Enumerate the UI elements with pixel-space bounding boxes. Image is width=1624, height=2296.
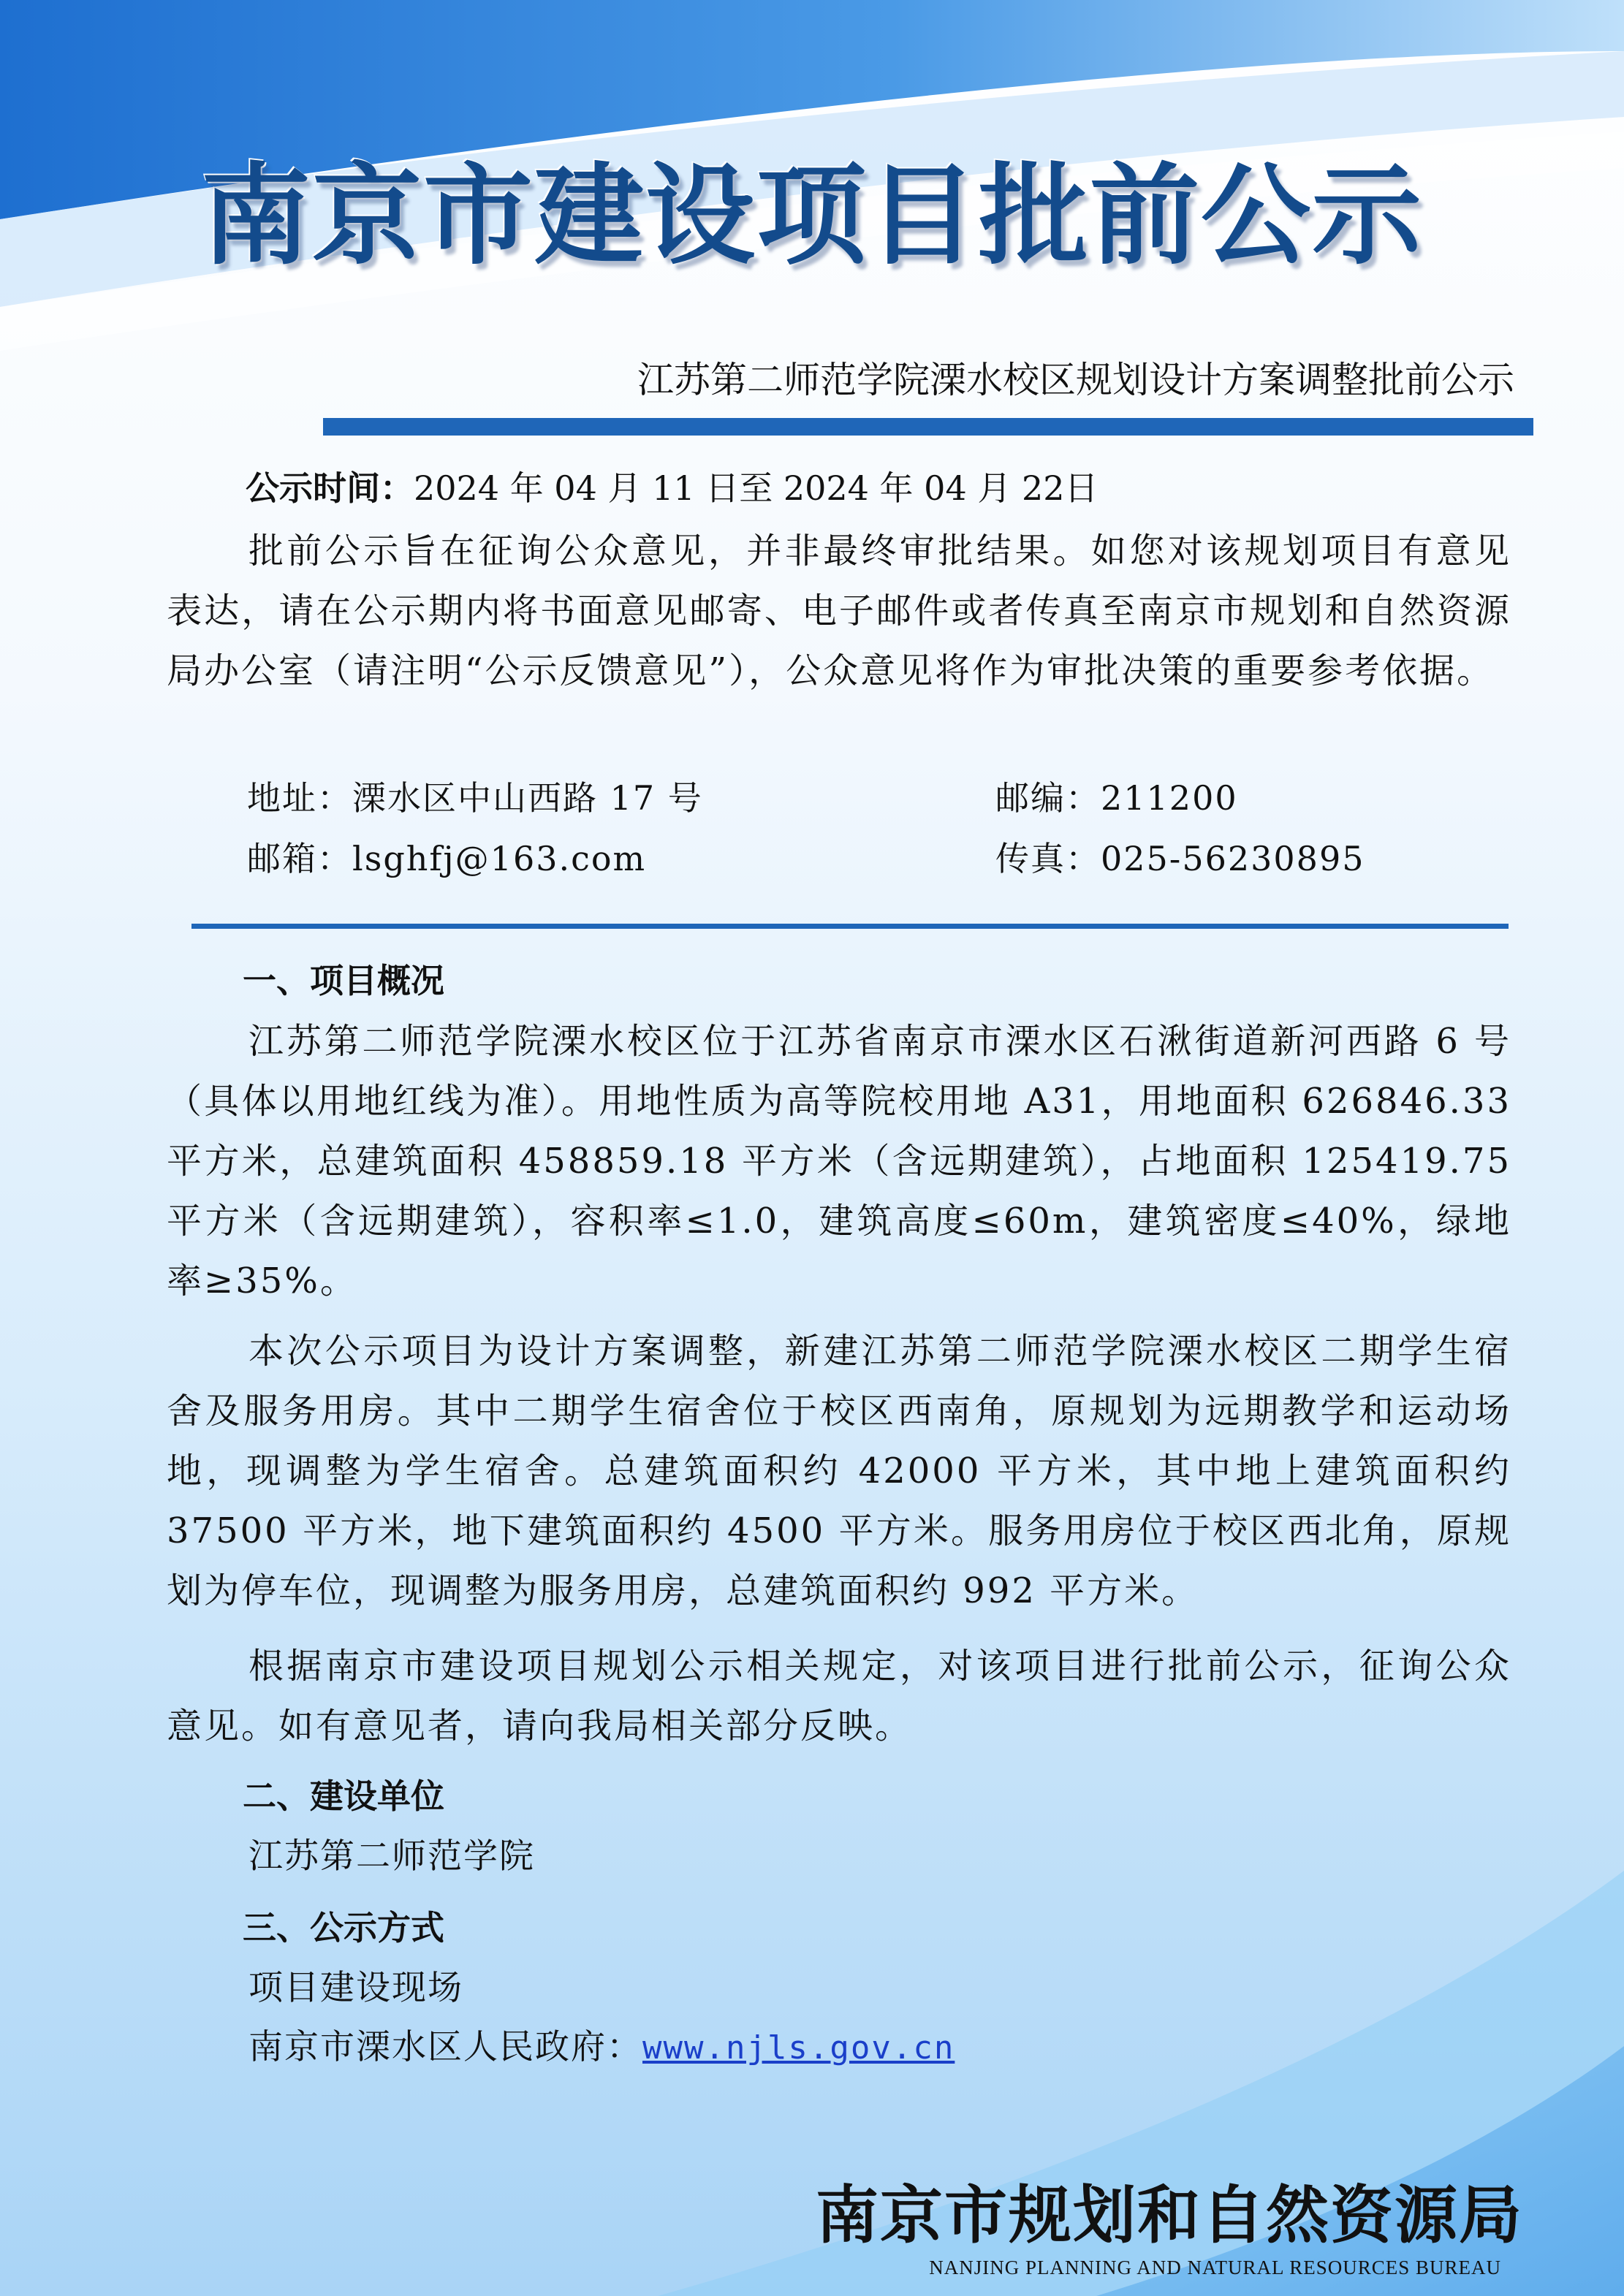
postcode-label: 邮编：: [995, 778, 1101, 818]
overview-paragraph-1: 江苏第二师范学院溧水校区位于江苏省南京市溧水区石湫街道新河西路 6 号（具体以用地红线为准）。用地性质为高等院校用地 A31，用地面积 626846.33 平方米，总建筑面积 458859.18 平方米（含远期建筑），占地面积 125419.75 平方米（含远期建筑），容积率≤1.0，建筑高度≤60m，建筑密度≤40%，绿地率≥35%。: [167, 1021, 1511, 1301]
divider-bar-middle: [191, 924, 1509, 929]
section-heading-builder: 二、建设单位: [243, 1776, 444, 1816]
email-value: lsghfj@163.com: [352, 839, 647, 878]
fax-line: [995, 837, 1365, 881]
postcode-line: [995, 776, 1238, 820]
address-value: 溧水区中山西路 17 号: [352, 778, 703, 818]
period-value: 2024 年 04 月 11 日至 2024 年 04 月 22日: [414, 468, 1099, 508]
period-label: 公示时间：: [246, 468, 414, 508]
notice-intro: 批前公示旨在征询公众意见，并非最终审批结果。如您对该规划项目有意见表达，请在公示期内将书面意见邮寄、电子邮件或者传真至南京市规划和自然资源局办公室（请注明“公示反馈意见”），公众意见将作为审批决策的重要参考依据。: [167, 531, 1511, 691]
section-heading-method: 三、公示方式: [243, 1908, 444, 1947]
notice-period: [246, 466, 1099, 510]
method-website-label: 南京市溧水区人民政府：: [248, 2027, 642, 2067]
email-line: [247, 837, 646, 881]
notice-subtitle: 江苏第二师范学院溧水校区规划设计方案调整批前公示: [637, 359, 1514, 401]
method-line-site: 项目建设现场: [248, 1968, 463, 2008]
footer-organization-cn: 南京市规划和自然资源局: [816, 2178, 1523, 2252]
footer-organization-en: NANJING PLANNING AND NATURAL RESOURCES BUREAU: [929, 2257, 1501, 2278]
government-website-link[interactable]: www.njls.gov.cn: [642, 2029, 955, 2067]
fax-label: 传真：: [995, 839, 1101, 878]
fax-value: 025-56230895: [1101, 839, 1365, 878]
overview-paragraph-2: 本次公示项目为设计方案调整，新建江苏第二师范学院溧水校区二期学生宿舍及服务用房。其中二期学生宿舍位于校区西南角，原规划为远期教学和运动场地，现调整为学生宿舍。总建筑面积约 42000 平方米，其中地上建筑面积约 37500 平方米，地下建筑面积约 4500 平方米。服务用房位于校区西北角，原规划为停车位，现调整为服务用房，总建筑面积约 992 平方米。: [167, 1331, 1511, 1611]
method-line-website: [248, 2026, 955, 2070]
builder-name: 江苏第二师范学院: [248, 1836, 535, 1877]
address-label: 地址：: [247, 778, 352, 818]
address-line: [247, 776, 703, 820]
overview-paragraph-3: 根据南京市建设项目规划公示相关规定，对该项目进行批前公示，征询公众意见。如有意见者，请向我局相关部分反映。: [167, 1646, 1511, 1746]
page-title: 南京市建设项目批前公示: [200, 151, 1423, 280]
postcode-value: 211200: [1101, 778, 1238, 818]
email-label: 邮箱：: [247, 839, 352, 878]
divider-bar-top: [323, 418, 1533, 436]
section-heading-overview: 一、项目概况: [243, 961, 444, 1000]
